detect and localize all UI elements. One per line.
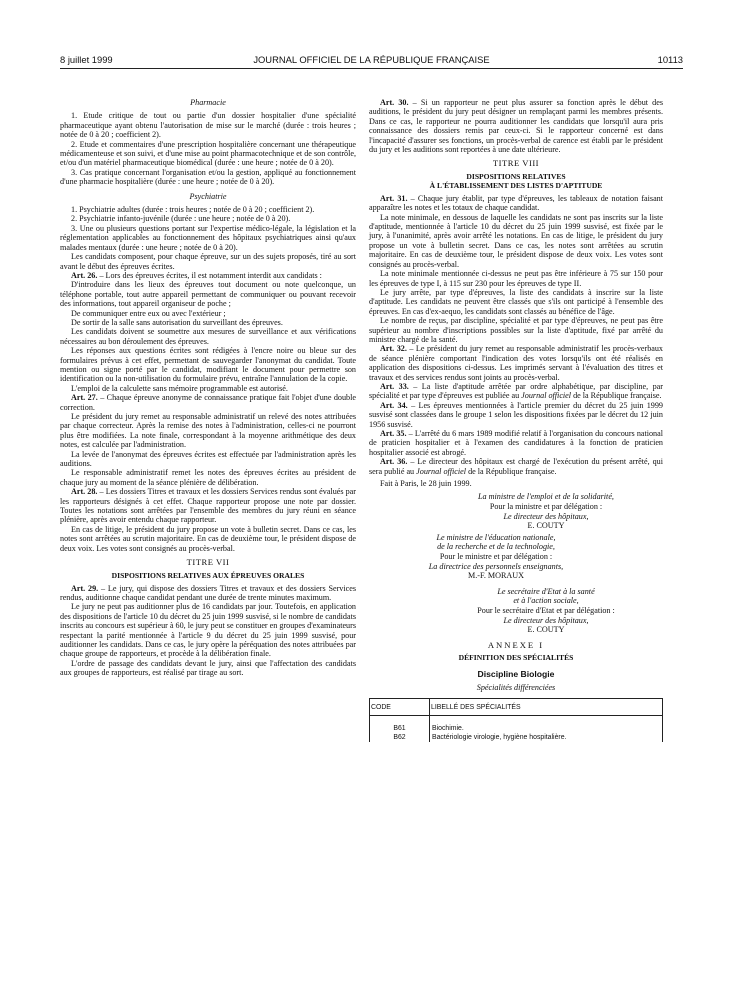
psychiatrie-item: 1. Psychiatrie adultes (durée : trois heures ; notée de 0 à 20 ; coefficient 2). — [71, 205, 315, 215]
table-row — [370, 724, 663, 733]
signature-line: Le directeur des hôpitaux, — [503, 511, 589, 521]
table-row — [370, 733, 663, 742]
signatory-name: E. COUTY — [527, 625, 565, 635]
titre-vii-subtitle: DISPOSITIONS RELATIVES AUX ÉPREUVES ORALES — [111, 570, 305, 580]
signature-ministre-emploi — [369, 492, 663, 530]
paragraph: D'introduire dans les lieux des épreuves tout document ou note quelconque, un téléphone portable, tout autre appareil permettant de communiquer ou pouvant recevoir des informations, tout appareil organiseur de poche ; — [60, 280, 356, 309]
pharmacie-item: 2. Etude et commentaires d'une prescription hospitalière concernant une thérapeutique médicamenteuse et son suivi, et d'une mise au point pharmacotechnique et de son contrôle, et/ou d'un matériel pharmaceutique biomédical (durée : une heure ; notée de 0 à 20). — [60, 139, 356, 168]
article-34 — [369, 401, 663, 429]
pharmacie-item: 3. Cas pratique concernant l'organisation et/ou la gestion, appliqué au fonctionnement d'une pharmacie hospitalière (durée : une heure ; notée de 0 à 20). — [60, 167, 356, 187]
paragraph: Le président du jury remet au responsable administratif un relevé des notes attribuées par chaque correcteur. Après la remise des notes à l'administration, celles-ci ne pourront plus être modifiées. La note finale, correspondant à la moyenne arithmétique des deux notes, est calculée par l'administration. — [60, 412, 356, 450]
article-30 — [369, 98, 663, 154]
titre-vii: TITRE VII — [186, 557, 230, 568]
article-28 — [60, 487, 356, 525]
page-header — [60, 54, 683, 68]
article-text: – L'arrêté du 6 mars 1989 modifié relatif à l'organisation du concours national de praticien hospitalier et à l'examen des candidatures à la fonction de praticien hospitalier associé est abrogé. — [369, 429, 663, 457]
paragraph: Le responsable administratif remet les notes des épreuves écrites au président de chaque jury au moment de la séance plénière de délibération. — [60, 468, 356, 487]
paragraph: Le jury arrête, par type d'épreuves, la liste des candidats à inscrire sur la liste d'aptitude. Les candidats ne peuvent être classés que s'ils ont participé à l'ensemble des épreuves. En cas d'ex-aequo, les candidats sont classés au bénéfice de l'âge. — [369, 287, 663, 316]
article-35 — [369, 429, 663, 457]
article-33 — [369, 382, 663, 401]
signature-line: et à l'action sociale, — [513, 596, 579, 606]
psychiatrie-item: 3. Une ou plusieurs questions portant sur l'expertise médico-légale, la législation et la réglementation applicables au fonctionnement des hôpitaux psychiatriques ainsi qu'aux malades mentaux (durée : une heure ; notée de 0 à 20). — [60, 223, 356, 252]
pharmacie-heading: Pharmacie — [190, 98, 226, 107]
cell-libelle: Biochimie. — [430, 724, 663, 733]
signature-secretaire-etat — [369, 587, 663, 635]
fait-a-paris: Fait à Paris, le 28 juin 1999. — [380, 479, 472, 489]
discipline-heading: Discipline Biologie — [477, 668, 555, 679]
paragraph: De communiquer entre eux ou avec l'extérieur ; — [71, 308, 226, 318]
signatory-name: M.-F. MORAUX — [467, 571, 524, 581]
article-text: – Le directeur des hôpitaux est chargé de l'exécution du présent arrêté, qui sera publié au — [369, 457, 663, 476]
journal-name: Journal officiel — [416, 466, 467, 476]
signature-ministre-education — [369, 533, 663, 581]
paragraph: La note minimale, en dessous de laquelle les candidats ne sont pas inscrits sur la liste d'aptitude, mentionnée à l'article 10 du décret du 25 juin 1999 susvisé, est fixée par le jury, à l'unanimité, après avoir arrêté les notations. En cas de litige, le président du jury propose un vote à bulletin secret. Dans ce cas, les notes sont arrêtées au scrutin majoritaire. En cas de deuxième tour, le président dispose de deux voix. Les votes sont consignés au procès-verbal. — [369, 212, 663, 269]
article-label: Art. 33. — [380, 381, 409, 391]
column-header-libelle: LIBELLÉ DES SPÉCIALITÉS — [430, 699, 663, 716]
right-column — [369, 98, 663, 742]
header-rule — [60, 68, 683, 69]
paragraph: La levée de l'anonymat des épreuves écrites est effectuée par l'administration après les auditions. — [60, 449, 356, 469]
header-journal: JOURNAL OFFICIEL DE LA RÉPUBLIQUE FRANÇAISE — [253, 54, 490, 65]
article-label: Art. 35. — [380, 429, 407, 438]
article-29 — [60, 584, 356, 603]
article-label: Art. 34. — [380, 400, 408, 410]
article-text: – Le jury, qui dispose des dossiers Titres et travaux et des dossiers Services rendus, auditionne chaque candidat pendant une durée de trente minutes maximum. — [60, 583, 356, 602]
signature-line: La directrice des personnels enseignants, — [428, 561, 564, 571]
paragraph: Le nombre de reçus, par discipline, spécialité et par type d'épreuves, ne peut pas être supérieur au nombre d'inscriptions possibles sur la liste d'aptitude, fixé par arrêté du ministre chargé de la santé. — [369, 316, 663, 344]
signature-line: Le ministre de l'éducation nationale, — [436, 532, 556, 542]
article-text: – Le président du jury remet au responsable administratif les procès-verbaux de séance plénière comportant l'indication des votes lorsqu'ils ont été réalisés en application des dispositions ci-dessus. Les imprimés servant à l'évaluation des titres et travaux et des services rendus sont joints au procès-verbal. — [369, 344, 663, 382]
article-26 — [60, 271, 356, 280]
article-text: – Chaque jury établit, par type d'épreuves, les tableaux de notation faisant apparaître les notes et les totaux de chaque candidat. — [369, 193, 663, 213]
signature-line: de la recherche et de la technologie, — [437, 542, 555, 552]
article-32 — [369, 344, 663, 382]
article-36 — [369, 457, 663, 476]
paragraph: L'emploi de la calculette sans mémoire programmable est autorisé. — [71, 383, 288, 393]
signature-line: Le secrétaire d'Etat à la santé — [497, 586, 595, 596]
journal-name: Journal officiel — [521, 391, 572, 401]
article-27 — [60, 393, 356, 412]
article-text: de la République française. — [466, 466, 557, 476]
article-label: Art. 36. — [380, 457, 408, 467]
annexe-title: ANNEXE I — [487, 639, 545, 650]
article-label: Art. 30. — [380, 98, 409, 107]
article-text: de la République française. — [571, 391, 662, 401]
signature-line: Pour le secrétaire d'Etat et par délégation : — [477, 605, 615, 615]
signatory-name: E. COUTY — [527, 521, 565, 531]
cell-code: B61 — [370, 724, 430, 733]
article-31 — [369, 194, 663, 213]
pharmacie-item: 1. Etude critique de tout ou partie d'un dossier hospitalier d'une spécialité pharmaceutique ayant obtenu l'autorisation de mise sur le marché (durée : trois heures ; notée de 0 à 20 ; coefficient 2). — [60, 111, 356, 140]
definition-heading: DÉFINITION DES SPÉCIALITÉS — [458, 653, 574, 663]
article-label: Art. 31. — [380, 193, 408, 203]
article-label: Art. 27. — [71, 393, 98, 403]
titre-viii-subtitle-line: DISPOSITIONS RELATIVES — [466, 171, 566, 181]
table-header-row — [370, 699, 663, 716]
article-text: – Chaque épreuve anonyme de connaissance pratique fait l'objet d'une double correction. — [60, 393, 356, 412]
signature-line: La ministre de l'emploi et de la solidarité, — [478, 492, 614, 502]
signature-line: Pour la ministre et par délégation : — [489, 502, 603, 512]
specialites-table — [369, 698, 663, 742]
article-label: Art. 28. — [71, 487, 98, 497]
titre-viii: TITRE VIII — [492, 158, 540, 169]
paragraph: Les candidats doivent se soumettre aux mesures de surveillance et aux vérifications nécessaires au bon déroulement des épreuves. — [60, 327, 356, 346]
article-label: Art. 29. — [71, 583, 99, 593]
cell-libelle: Bactériologie virologie, hygiène hospitalière. — [430, 733, 663, 742]
article-text: – Les dossiers Titres et travaux et les dossiers Services rendus sont évalués par les rapporteurs désignés à cet effet. Chaque rapporteur propose une note par dossier. Toutes les notations sont arrêtées par l'ensemble des membres du jury réuni en séance plénière, après avoir entendu chaque rapporteur. — [60, 487, 356, 525]
psychiatrie-heading: Psychiatrie — [189, 191, 227, 201]
titre-viii-subtitle-line: À L'ÉTABLISSEMENT DES LISTES D'APTITUDE — [429, 180, 603, 190]
titre-viii-subtitle — [369, 172, 663, 190]
paragraph: Les réponses aux questions écrites sont rédigées à l'encre noire ou bleue sur des formulaires prévus à cet effet, permettant de sauvegarder l'anonymat du candidat. Toute mention ou signe porté par le candidat, modifiant le document pour permettre son identification ou la non-utilisation du formulaire prévu, entraîne l'annulation de la copie. — [60, 346, 356, 384]
psychiatrie-item: 2. Psychiatrie infanto-juvénile (durée : une heure ; notée de 0 à 20). — [71, 214, 291, 224]
cell-code: B62 — [370, 733, 430, 742]
specialites-heading: Spécialités différenciées — [476, 682, 556, 692]
paragraph: En cas de litige, le président du jury propose un vote à bulletin secret. Dans ce cas, les notes sont arrêtées au scrutin majoritaire. En cas de deuxième tour, le président dispose de deux voix. Les votes sont consignés au procès-verbal. — [60, 524, 356, 553]
article-text: – Les épreuves mentionnées à l'article premier du décret du 25 juin 1999 susvisé sont classées dans le groupe 1 selon les dispositions fixées par le décret du 12 juin 1956 susvisé. — [369, 400, 663, 429]
article-text: – Si un rapporteur ne peut plus assurer sa fonction après le début des auditions, le président du jury peut désigner un remplaçant parmi les membres présents. Dans ce cas, le rapporteur ne pourra auditionner les candidats que lorsqu'il aura pris connaissance des dossiers remis par ceux-ci. Si le rapporteur concerné est dans l'incapacité d'assurer ses fonctions, un procès-verbal de carence est établi par le président du jury et les auditions sont reportées à une date ultérieure. — [369, 98, 663, 155]
paragraph: De sortir de la salle sans autorisation du surveillant des épreuves. — [71, 317, 283, 327]
header-date: 8 juillet 1999 — [60, 54, 113, 65]
psychiatrie-item: Les candidats composent, pour chaque épreuve, sur un des sujets proposés, tiré au sort avant le début des épreuves écrites. — [60, 252, 356, 271]
article-label: Art. 32. — [380, 344, 407, 354]
paragraph: Le jury ne peut pas auditionner plus de 16 candidats par jour. Toutefois, en application des dispositions de l'article 10 du décret du 25 juin 1999 susvisé, si le nombre de candidats inscrits au concours est supérieur à 60, le jury peut se constituer en groupes d'examinateurs respectant la parité mentionnée à l'article 9 du décret du 25 juin 1999 susvisé, pour auditionner les candidats. Dans ce cas, le jury opère la péréquation des notes attribuées par chaque groupe de rapporteurs, et procède à la délibération finale. — [60, 602, 356, 659]
paragraph: La note minimale mentionnée ci-dessus ne peut pas être inférieure à 75 sur 150 pour les épreuves de type I, à 115 sur 230 pour les épreuves de type II. — [369, 269, 663, 288]
signature-line: Pour le ministre et par délégation : — [439, 552, 553, 561]
article-text: – La liste d'aptitude arrêtée par ordre alphabétique, par discipline, par spécialité et par type d'épreuves est publiée au — [369, 381, 663, 401]
article-label: Art. 26. — [71, 270, 98, 280]
header-page-number: 10113 — [657, 54, 683, 65]
paragraph: L'ordre de passage des candidats devant le jury, ainsi que l'affectation des candidats aux groupes de rapporteurs, est réalisé par tirage au sort. — [60, 658, 356, 678]
article-text: – Lors des épreuves écrites, il est notamment interdit aux candidats : — [97, 270, 322, 280]
signature-line: Le directeur des hôpitaux, — [503, 615, 589, 625]
column-header-code: CODE — [370, 699, 430, 716]
left-column — [60, 98, 356, 678]
